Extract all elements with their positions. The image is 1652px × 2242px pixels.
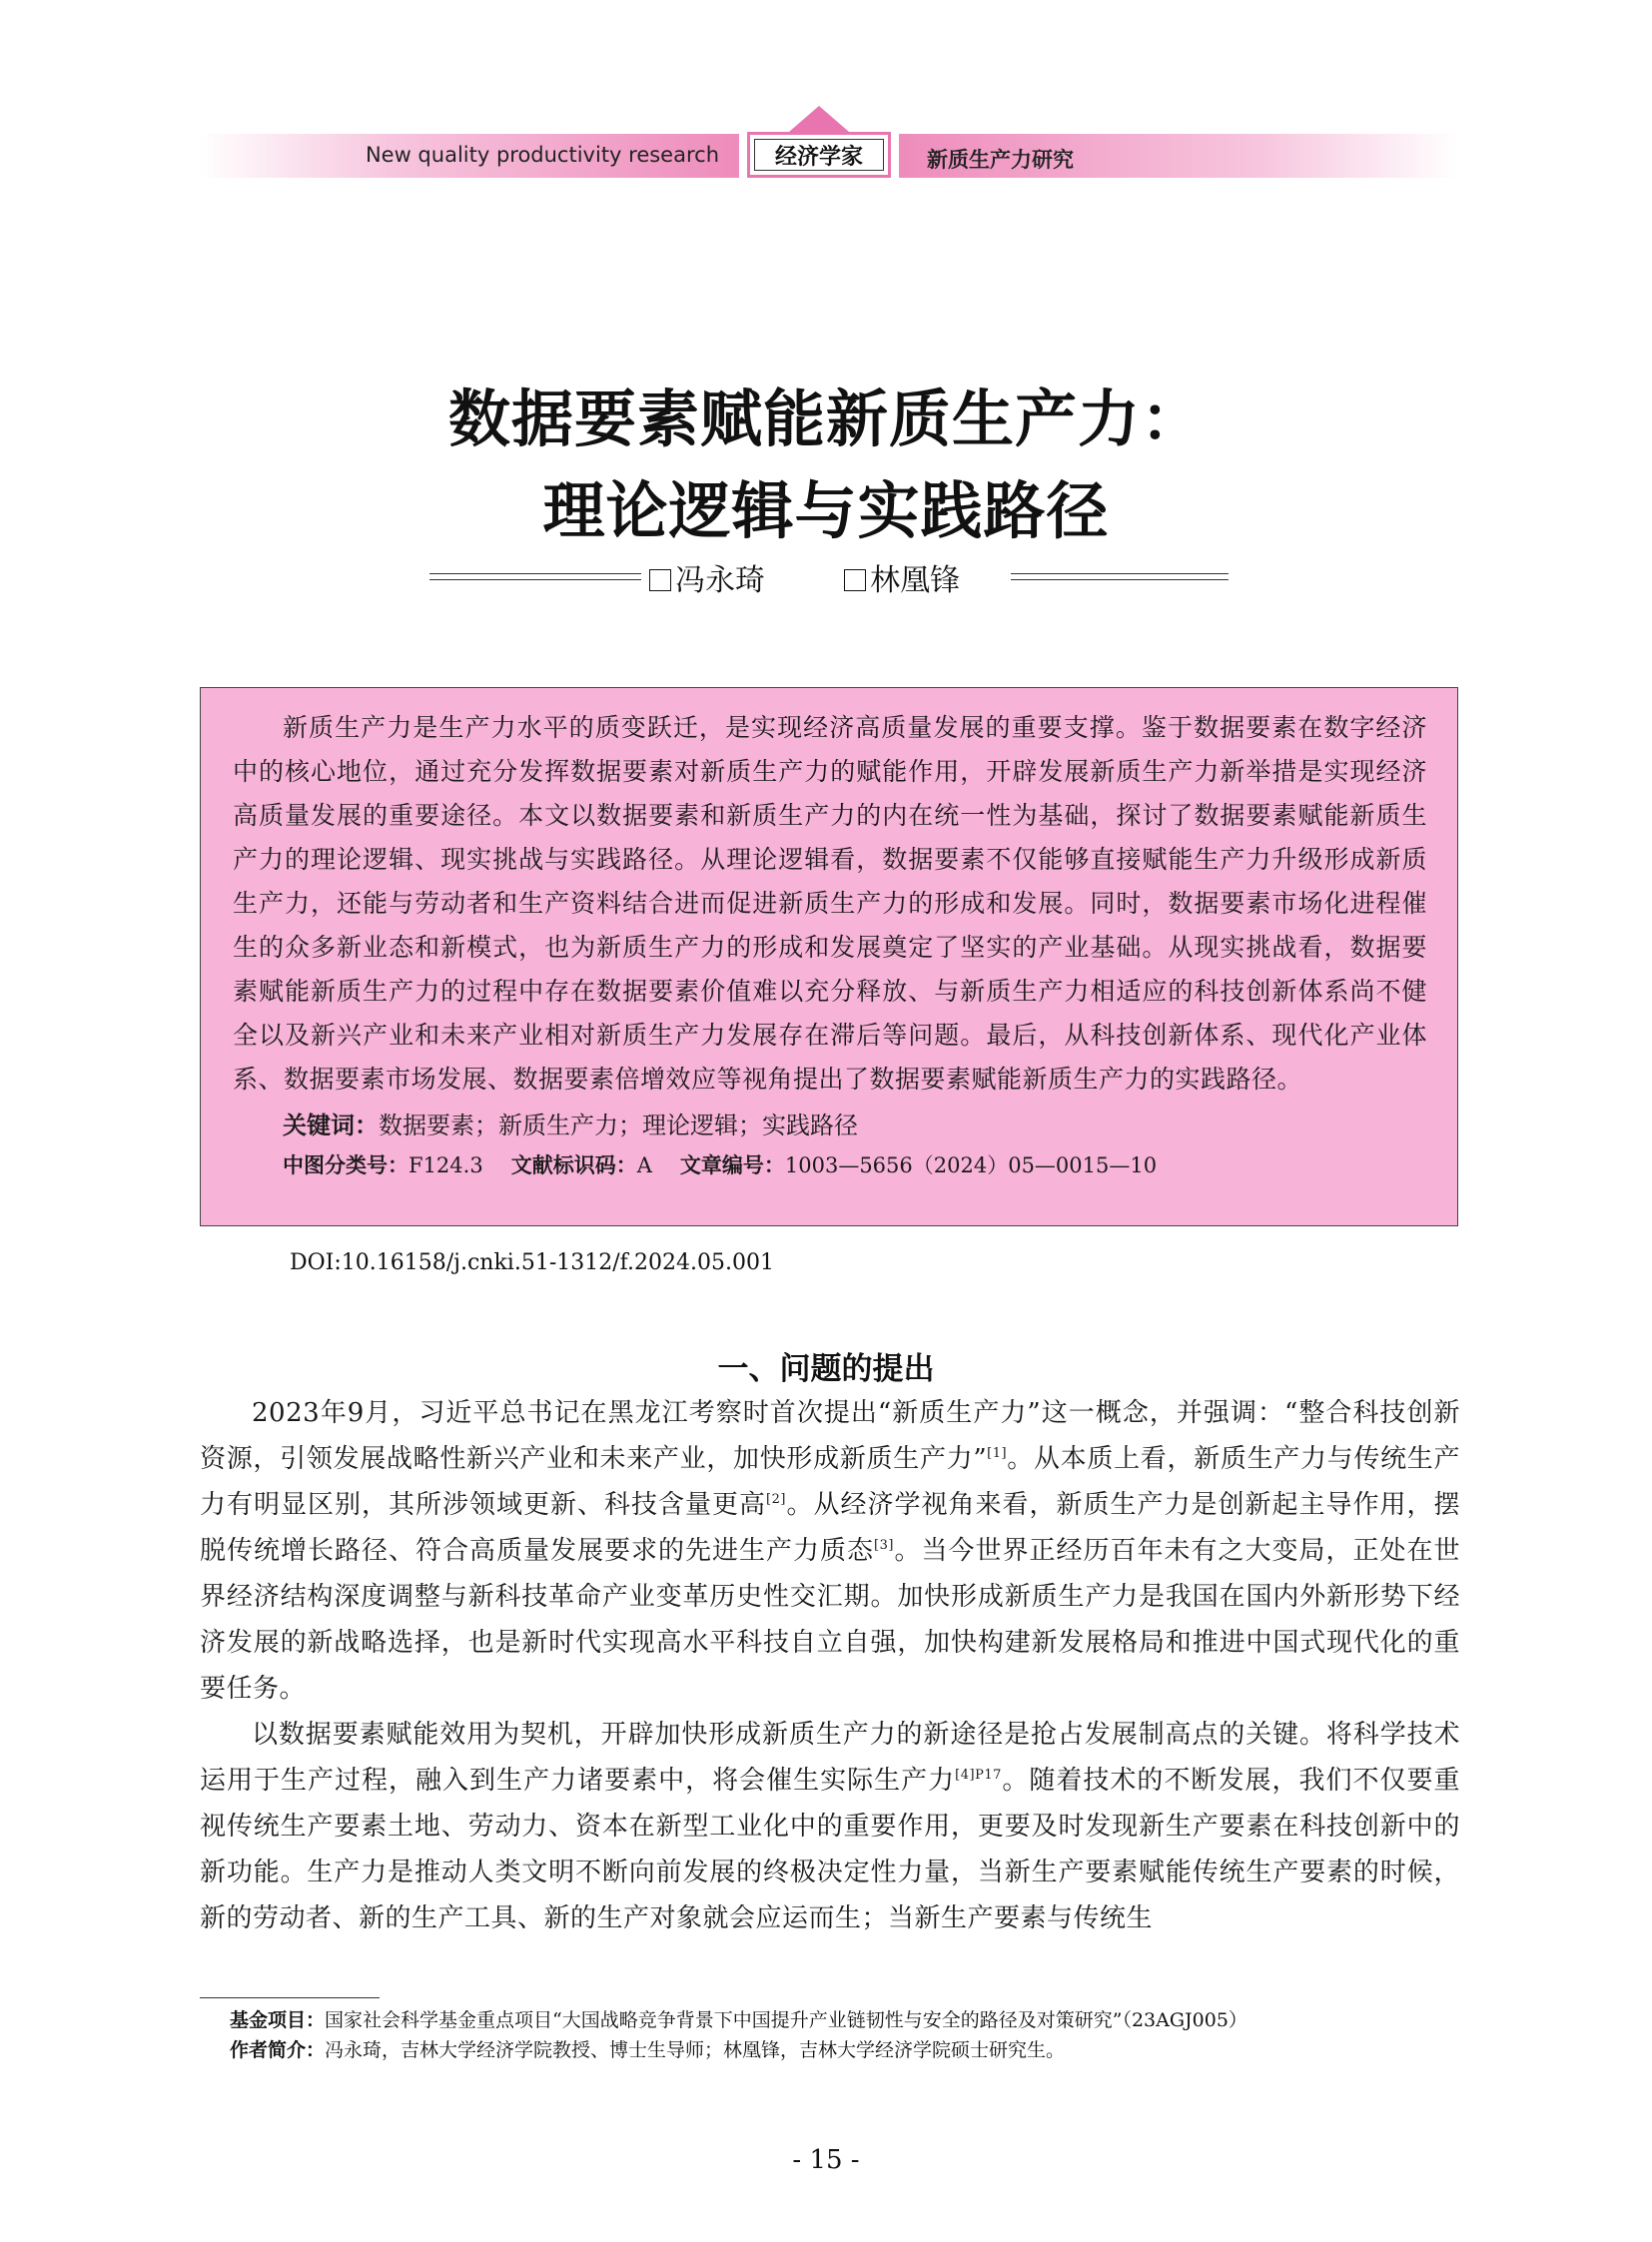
paper-title-line2: 理论逻辑与实践路径	[542, 474, 1110, 547]
square-icon	[844, 569, 866, 591]
paragraph-1	[200, 1390, 1460, 1712]
citation-4: [4]P17	[955, 1768, 1002, 1783]
clc-label: 中图分类号：	[283, 1153, 409, 1177]
p2-part-a: 以数据要素赋能效用为契机，开辟加快形成新质生产力的新途径是抢占发展制高点的关键。将科学技术运用于生产过程，融入到生产力诸要素中，将会催生实际生产力	[200, 1720, 1460, 1796]
keywords	[233, 1106, 1427, 1145]
paragraph-2	[200, 1712, 1460, 1941]
p2-part-b: 。随着技术的不断发展，我们不仅要重视传统生产要素土地、劳动力、资本在新型工业化中的重要作用，更要及时发现新生产要素在科技创新中的新功能。生产力是推动人类文明不断向前发展的终极决定性力量，当新生产要素赋能传统生产要素的时候，新的劳动者、新的生产工具、新的生产对象就会应运而生；当新生产要素与传统生	[200, 1766, 1460, 1933]
doccode-label: 文献标识码：	[510, 1153, 637, 1177]
header-right-band	[899, 134, 1458, 178]
doi: DOI:10.16158/j.cnki.51-1312/f.2024.05.001	[290, 1250, 774, 1275]
citation-3: [3]	[874, 1538, 894, 1553]
logo-triangle-icon	[789, 106, 849, 132]
classification-line	[233, 1145, 1427, 1185]
p1-part-b: 。从本质上看，新质生产力与传统生产力有明显区别，其所涉领域更新、科技含量更高	[200, 1444, 1460, 1520]
author-info-line	[230, 2035, 1428, 2065]
author-2: 林凰锋	[870, 563, 961, 598]
journal-name: 经济学家	[754, 139, 884, 171]
article-value: 1003—5656（2024）05—0015—10	[784, 1153, 1158, 1177]
p1-part-a: 2023年9月，习近平总书记在黑龙江考察时首次提出“新质生产力”这一概念，并强调：“整合科技创新资源，引领发展战略性新兴产业和未来产业，加快形成新质生产力”	[200, 1398, 1460, 1474]
paper-title-line1: 数据要素赋能新质生产力：	[447, 382, 1204, 455]
author-rule-left	[429, 573, 641, 580]
header-english-title: New quality productivity research	[365, 143, 719, 167]
keywords-label: 关键词：	[283, 1112, 379, 1139]
header-column-title: 新质生产力研究	[927, 148, 1074, 172]
doccode-value: A	[636, 1153, 652, 1177]
section-title: 一、问题的提出	[717, 1351, 935, 1387]
citation-2: [2]	[766, 1492, 786, 1507]
author-1: 冯永琦	[675, 563, 765, 598]
author-rule-right	[1011, 573, 1229, 580]
author-line	[0, 555, 1652, 598]
clc-value: F124.3	[409, 1153, 483, 1177]
author-info-label: 作者简介：	[230, 2039, 326, 2061]
footnote-rule	[200, 1997, 380, 1998]
author-names	[649, 555, 960, 599]
abstract-box	[200, 687, 1458, 1226]
author-info-value: 冯永琦，吉林大学经济学院教授、博士生导师；林凰锋，吉林大学经济学院硕士研究生。	[325, 2039, 1066, 2061]
abstract-text: 新质生产力是生产力水平的质变跃迁，是实现经济高质量发展的重要支撑。鉴于数据要素在数字经济中的核心地位，通过充分发挥数据要素对新质生产力的赋能作用，开辟发展新质生产力新举措是实现经济高质量发展的重要途径。本文以数据要素和新质生产力的内在统一性为基础，探讨了数据要素赋能新质生产力的理论逻辑、现实挑战与实践路径。从理论逻辑看，数据要素不仅能够直接赋能生产力升级形成新质生产力，还能与劳动者和生产资料结合进而促进新质生产力的形成和发展。同时，数据要素市场化进程催生的众多新业态和新模式，也为新质生产力的形成和发展奠定了坚实的产业基础。从现实挑战看，数据要素赋能新质生产力的过程中存在数据要素价值难以充分释放、与新质生产力相适应的科技创新体系尚不健全以及新兴产业和未来产业相对新质生产力发展存在滞后等问题。最后，从科技创新体系、现代化产业体系、数据要素市场发展、数据要素倍增效应等视角提出了数据要素赋能新质生产力的实践路径。	[233, 713, 1427, 1094]
keywords-value: 数据要素；新质生产力；理论逻辑；实践路径	[379, 1112, 858, 1139]
article-label: 文章编号：	[679, 1153, 785, 1177]
citation-1: [1]	[987, 1446, 1008, 1461]
p1-part-c: 。从经济学视角来看，新质生产力是创新起主导作用，摆脱传统增长路径、符合高质量发展要求的先进生产力质态	[200, 1490, 1460, 1566]
footnote	[230, 2005, 1428, 2065]
square-icon	[649, 569, 671, 591]
journal-header	[200, 128, 1458, 182]
body-text	[200, 1390, 1460, 1941]
journal-logo	[747, 128, 891, 182]
fund-line	[230, 2005, 1428, 2035]
header-left-band	[200, 134, 739, 178]
logo-box	[747, 132, 891, 178]
page-number: - 15 -	[792, 2145, 860, 2175]
fund-label: 基金项目：	[230, 2009, 326, 2031]
fund-value: 国家社会科学基金重点项目“大国战略竞争背景下中国提升产业链韧性与安全的路径及对策研究”（23AGJ005）	[325, 2009, 1247, 2031]
p1-part-d: 。当今世界正经历百年未有之大变局，正处在世界经济结构深度调整与新科技革命产业变革历史性交汇期。加快形成新质生产力是我国在国内外新形势下经济发展的新战略选择，也是新时代实现高水平科技自立自强，加快构建新发展格局和推进中国式现代化的重要任务。	[200, 1536, 1460, 1704]
